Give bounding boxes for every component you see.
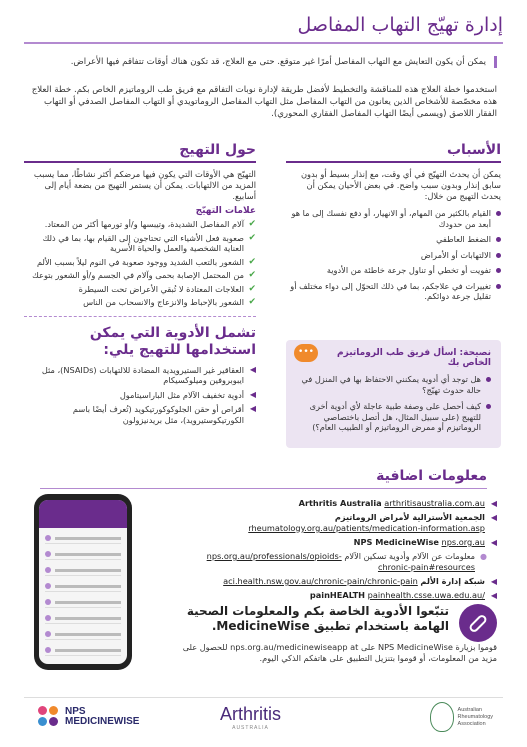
flare-signs-heading: علامات التهيّج xyxy=(195,206,256,216)
list-item: تفويت أو تخطي أو تناول جرعة خاطئة من الأدوية xyxy=(286,265,501,276)
causes-heading: الأسباب xyxy=(286,142,501,163)
app-header-bar xyxy=(39,500,127,528)
causes-section xyxy=(286,142,501,307)
app-row xyxy=(45,565,121,576)
list-item: ✔ الشعور بالتعب الشديد ووجود صعوبة في النوم ليلاً بسبب الألم xyxy=(36,256,256,267)
arthritis-australia-logo: Arthritis AUSTRALIA xyxy=(220,704,282,731)
divider xyxy=(24,316,256,317)
causes-list xyxy=(286,208,501,302)
check-icon: ✔ xyxy=(248,283,256,294)
app-row xyxy=(45,533,121,544)
bullet-icon xyxy=(496,237,501,242)
flare-heading: حول التهيج xyxy=(24,142,256,163)
bullet-icon xyxy=(496,284,501,289)
app-row xyxy=(45,645,121,656)
resource-item[interactable]: ◀ painHEALTH painhealth.csse.uwa.edu.au/ xyxy=(309,590,497,600)
arrow-icon: ◀ xyxy=(490,538,497,547)
causes-text: يمكن أن يحدث التهيّج في أي وقت، مع إنذار بسيط أو بدون سابق إنذار وبدون سبب واضح. في بعض الأحيان يمكن أن يحدث التهيج من خلال: xyxy=(300,169,501,201)
list-item: ◀ أدوية تخفيف الآلام مثل الباراسيتامول xyxy=(119,389,256,400)
list-item: تغييرات في علاجكم، بما في ذلك التحوّل إلى دواء مختلف أو تقليل جرعة دوائكم. xyxy=(286,281,501,302)
app-row xyxy=(45,597,121,608)
intro-paragraph-2: استخدموا خطة العلاج هذه للمناقشة والتخطيط لأفضل طريقة لإدارة نوبات التفاقم مع فريق طب الروماتيزم الخاص بكم. خطة العلاج هذه مخصّصة للأشخاص الذين يعانون من التهاب المفاصل مثل التهاب المفاصل الروماتويدي أو التهاب المفاصل الصدفي أو التهاب الفقار اللاصق (ويسمى أيضًا التهاب المفاصل الفقاري المحوري). xyxy=(31,85,497,119)
arrow-icon: ◀ xyxy=(490,591,497,600)
list-item: ✔ العلاجات المعتادة لا تُبقي الأعراض تحت السيطرة xyxy=(78,283,256,294)
flare-section xyxy=(24,142,256,429)
resource-link[interactable]: rheumatology.org.au/patients/medication-information.asp xyxy=(248,523,485,533)
check-icon: ✔ xyxy=(248,270,256,280)
list-item: كيف أحصل على وصفة طبية عاجلة لأي أدوية أخرى للتهيج (على سبيل المثال، هل أتصل باختصاصي الروماتيزم أو ممرض الروماتيزم أو الطبيب العام؟) xyxy=(296,401,491,433)
list-item: الضغط العاطفي xyxy=(286,234,501,245)
arrow-icon: ◀ xyxy=(490,577,497,586)
flare-text: التهيّج هي الأوقات التي يكون فيها مرضكم أكثر نشاطًا، مما يسبب المزيد من الالتهابات. يمكن أن يستمر التهيج من بضعة أيام إلى أسابيع. xyxy=(33,169,256,201)
list-item: ◀ العقاقير غير الستيرويدية المضادة للالتهابات (NSAIDs)، مثل ايبوبروفين وميلوكسيكام xyxy=(41,364,256,385)
arrow-icon: ◀ xyxy=(490,499,497,508)
arrow-icon: ◀ xyxy=(249,364,256,374)
check-icon: ✔ xyxy=(248,232,256,243)
bullet-icon xyxy=(486,404,491,409)
ara-logo: Australian Rheumatology Association xyxy=(430,702,493,732)
arrow-icon: ◀ xyxy=(490,513,497,522)
check-icon: ✔ xyxy=(248,219,256,229)
medications-list xyxy=(24,365,256,426)
list-item: الالتهابات أو الأمراض xyxy=(286,250,501,261)
nps-medicinewise-logo: NPS MEDICINEWISE xyxy=(38,706,139,728)
pill-icon xyxy=(459,604,497,642)
flare-signs-list xyxy=(24,219,256,308)
resource-link[interactable]: aci.health.nsw.gov.au/chronic-pain/chronic-pain xyxy=(223,576,418,586)
bullet-icon xyxy=(496,268,501,273)
list-item: القيام بالكثير من المهام، أو الانهيار، أو دفع نفسك إلى ما هو أبعد من حدودك xyxy=(286,208,501,229)
page-title: إدارة تهيّج التهاب المفاصل xyxy=(24,14,503,44)
resource-item[interactable]: ◀ شبكة إدارة الألم aci.health.nsw.gov.au/chronic-pain/chronic-pain xyxy=(223,576,497,586)
bullet-icon xyxy=(496,253,501,258)
app-row xyxy=(45,549,121,560)
resource-link[interactable]: painhealth.csse.uwa.edu.au/ xyxy=(367,590,485,600)
list-item: ◀ أقراص أو حقن الجلوكوكورتيكويد (تُعرف أيضًا باسم الكورتيكوستيرويد)، مثل بريدنيزولون xyxy=(72,404,256,425)
phone-app-image xyxy=(34,494,132,670)
dot-icon: ● xyxy=(480,552,487,561)
check-icon: ✔ xyxy=(248,297,256,307)
intro-paragraph-1: يمكن أن يكون التعايش مع التهاب المفاصل أمرًا غير متوقع. حتى مع العلاج، قد تكون هناك أوقات تتفاقم فيها الأعراض. xyxy=(24,56,497,68)
ara-seal-icon xyxy=(430,702,454,732)
nps-mark-icon xyxy=(38,706,60,728)
resource-link[interactable]: nps.org.au xyxy=(441,537,485,547)
list-item: ✔ آلام المفاصل الشديدة، وتيبسها و/أو تورمها أكثر من المعتاد. xyxy=(44,219,256,229)
resources-list xyxy=(197,498,497,604)
check-icon: ✔ xyxy=(248,256,256,267)
speech-bubble-icon: ••• xyxy=(294,344,318,362)
resource-link[interactable]: nps.org.au/professionals/opioids-chronic-pain#resources xyxy=(206,551,475,572)
list-item: ✔ صعوبة فعل الأشياء التي تحتاجون إلى القيام بها، بما في ذلك العناية الشخصية والعمل والحياة الأسرية xyxy=(42,232,256,253)
more-info-heading: معلومات اضافية xyxy=(40,468,487,489)
resource-item[interactable]: ◀ NPS MedicineWise nps.org.au xyxy=(353,537,497,547)
arrow-icon: ◀ xyxy=(249,389,256,399)
tip-heading: نصيحة: اسأل فريق طب الروماتيزم الخاص بك xyxy=(337,348,491,368)
bullet-icon xyxy=(496,211,501,216)
resource-item[interactable]: ◀ Arthritis Australia arthritisaustralia.com.au xyxy=(298,498,497,508)
medications-heading: تشمل الأدوية التي يمكن استخدامها للتهيج يلي: xyxy=(89,324,256,358)
arrow-icon: ◀ xyxy=(249,404,256,413)
resource-item[interactable]: ◀ الجمعية الأسترالية لأمراض الروماتيزم rheumatology.org.au/patients/medication-information.asp xyxy=(248,512,497,533)
resource-link[interactable]: arthritisaustralia.com.au xyxy=(384,498,485,508)
tip-box xyxy=(286,340,501,448)
list-item: ✔ الشعور بالإحباط والانزعاج والانسحاب من الناس xyxy=(83,297,256,307)
footer-logos xyxy=(24,697,503,737)
app-promo xyxy=(167,604,497,663)
app-row xyxy=(45,613,121,624)
app-text: قوموا بزيارة NPS MedicineWise على nps.org.au/medicinewiseapp at للحصول على مزيد من المعلومات، أو قوموا بتنزيل التطبيق على هاتفكم الذكي اليوم. xyxy=(182,642,497,663)
app-row xyxy=(45,581,121,592)
list-item: هل توجد أي أدوية يمكنني الاحتفاظ بها في المنزل في حالة حدوث تهيّج؟ xyxy=(296,374,491,395)
resource-item[interactable]: ● معلومات عن الآلام وأدوية تسكين الآلام nps.org.au/professionals/opioids-chronic-pain#resources xyxy=(206,551,487,572)
app-heading: تتبّعوا الأدوية الخاصة بكم والمعلومات الصحية الهامة باستخدام تطبيق MedicineWise. xyxy=(186,604,449,633)
list-item: ✔ من المحتمل الإصابة بحمى وآلام في الجسم و/أو الشعور بتوعك xyxy=(32,270,256,280)
tip-list xyxy=(296,374,491,433)
bullet-icon xyxy=(486,377,491,382)
app-row xyxy=(45,629,121,640)
phone-screen xyxy=(39,500,127,664)
